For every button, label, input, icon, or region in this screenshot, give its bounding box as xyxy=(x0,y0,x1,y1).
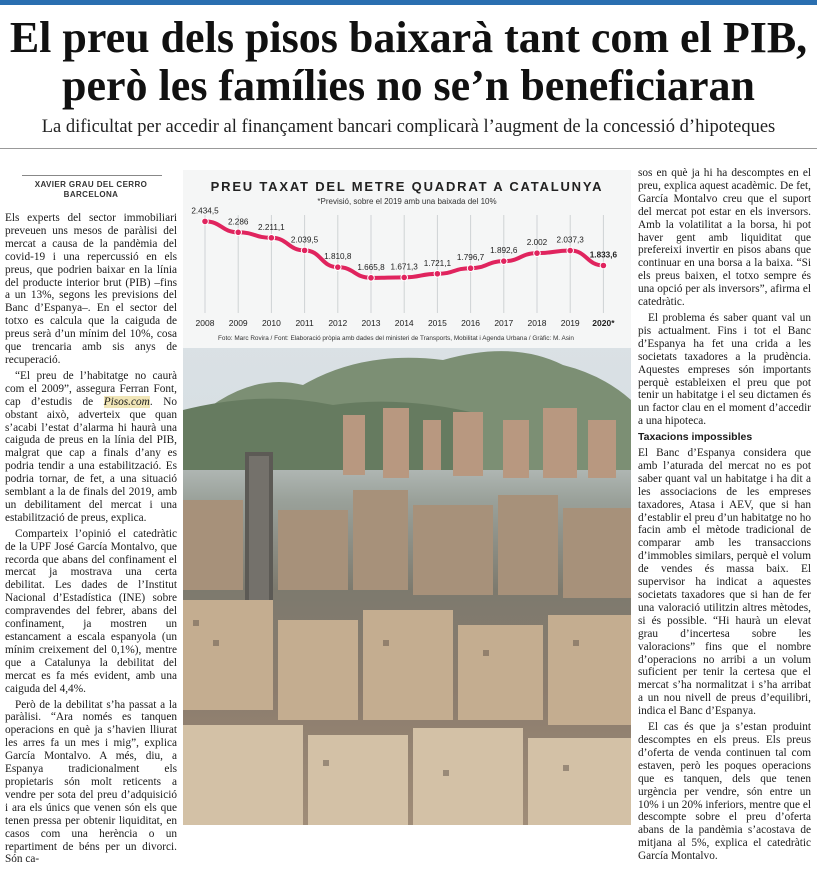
chart xyxy=(183,170,631,348)
paragraph: El Banc d’Espanya considera que amb l’aturada del mercat no es pot saber quant val un habitatge i ha dit a les associacions de les empreses taxadores, Atasa i AEV, que si han d’establir el preu d’un habitatge no ho facin amb el mètode tradicional de comparar amb les transaccions d’immobles similars, perquè el volum de vendes és massa baix. El supervisor ha indicat a aquestes societats taxadores que si han de fer una valoració utilitzin altres mètodes, si és possible. “Hi haurà un elevat grau d’incertesa sobre les valoracions” fins que el nombre d’operacions no arribi a un volum suficient per tenir la certesa que el mercat s’ha normalitzat i s’ha arribat a un nou nivell de preus d’equilibri, indica el Banc d’Espanya. xyxy=(638,447,811,718)
data-point xyxy=(567,247,574,254)
chart-plot xyxy=(183,170,631,335)
city: BARCELONA xyxy=(63,190,119,199)
x-tick-label: 2016 xyxy=(461,318,481,328)
x-tick-label: 2017 xyxy=(494,318,514,328)
data-point xyxy=(600,262,607,269)
x-tick-label: 2018 xyxy=(527,318,547,328)
section-subtitle: Taxacions impossibles xyxy=(638,431,753,444)
data-label: 2.434,5 xyxy=(191,206,219,216)
x-tick-label: 2019 xyxy=(560,318,580,328)
paragraph: Però de la debilitat s’ha passat a la paràlisi. “Ara només es tanquen operacions en què ja s’havien lliurat les arres fa un mes i mig”, explica García Montalvo. A més, diu, a Espanya tradicionalment els propietaris són molt reticents a vendre per sota del preu d’adquisició i ara els únics que venen són els que tenen pressa per obtenir liquiditat, en casos com una herència o un repartiment de béns per un divorci. Són ca- xyxy=(5,698,177,866)
headline xyxy=(0,14,817,110)
quote-end: . No obstant això, adverteix que quan s’acabi l’estat d’alarma hi haurà una caiguda de preus en la línia del PIB, malgrat que cap a finals d’any es podria tendir a una estabilització. Es podria tornar, de fet, a una situació semblant a la de finals del 2019, amb un debilitament del mercat i una estabilització de preus, explica. xyxy=(5,395,177,524)
left-column xyxy=(5,212,177,869)
x-tick-label: 2013 xyxy=(361,318,381,328)
data-label: 1.721,1 xyxy=(423,258,452,268)
data-point xyxy=(202,218,209,225)
x-tick-label: 2010 xyxy=(261,318,281,328)
x-tick-label: 2012 xyxy=(328,318,348,328)
data-label: 1.796,7 xyxy=(456,253,485,263)
highlight-link[interactable]: Pisos.com xyxy=(103,395,150,408)
byline xyxy=(5,180,177,199)
paragraph: sos en què ja hi ha descomptes en el preu, explica aquest acadèmic. De fet, García Montalvo creu que el suport del mercat pot estar en els inversors. Amb la volatilitat a la borsa, hi pot haver gent amb liquiditat que prefereixi invertir en pisos abans que continuar en una borsa a la baixa. “Si els preus baixen, el totxo sempre és una opció per als inversors”, afirma el catedràtic. xyxy=(638,167,811,309)
data-point xyxy=(434,270,441,277)
byline-rule xyxy=(22,175,162,176)
quote-paragraph xyxy=(5,370,177,525)
data-point xyxy=(335,264,342,271)
paragraph: El problema és saber quant val un pis actualment. Fins i tot el Banc d’Espanya ha fet una crida a les societats taxadores a la prudència. Aquestes empreses són importants perquè estableixen el preu que pot tenir un habitatge i el seu dictamen és un factor clau en el moment d’accedir a una hipoteca. xyxy=(638,311,811,428)
x-tick-label: 2008 xyxy=(195,318,215,328)
data-label: 1.833,6 xyxy=(589,250,618,260)
header-rule xyxy=(0,148,817,149)
data-label: 1.892,6 xyxy=(490,246,518,256)
chart-title: PREU TAXAT DEL METRE QUADRAT A CATALUNYA xyxy=(210,179,604,194)
paragraph: Comparteix l’opinió el catedràtic de la UPF José García Montalvo, que recorda que abans del confinament el mercat ja mostrava una certa debilitat. Les dades de l’Institut Nacional d’Estadística (INE) sobre compravendes del febrer, abans del confinament, ja mostren un estancament a escala espanyola (un mínim creixement del 0,1%), mentre que a Catalunya la debilitat del mercat es fa més evident, amb una caiguda del 4,4%. xyxy=(5,527,177,695)
paragraph: El cas és que ja s’estan produint descomptes en els preus. Els preus d’oferta de venda continuen tal com estaven, però les poques operacions que es tanquen, dels que tenen urgència per vendre, són entre un 10% i un 20% inferiors, mentre que el descompte sobre el preu d’oferta abans de la pandèmia s’acostava de mitjana al 5%, explica el catedràtic García Montalvo. xyxy=(638,721,811,863)
data-point xyxy=(235,229,242,236)
data-point xyxy=(368,275,375,282)
data-point xyxy=(301,247,308,254)
top-color-bar xyxy=(0,0,817,5)
data-point xyxy=(467,265,474,272)
x-tick-label: 2014 xyxy=(394,318,414,328)
data-label: 1.810,8 xyxy=(324,252,352,262)
subheadline: La dificultat per accedir al finançament bancari complicarà l’augment de la concessió d’hipoteques xyxy=(41,117,776,137)
x-tick-label: 2011 xyxy=(295,318,314,328)
data-label: 2.286 xyxy=(227,217,249,227)
data-label: 2.211,1 xyxy=(258,222,285,232)
data-label: 2.037,3 xyxy=(556,235,584,245)
data-point xyxy=(501,258,508,265)
data-label: 2.002 xyxy=(526,238,548,248)
chart-source: Foto: Marc Rovira / Font: Elaboració pròpia amb dades del ministeri de Transports, Mobilitat i Agenda Urbana / Gràfic: M. Asin xyxy=(218,335,574,342)
data-label: 1.671,3 xyxy=(390,262,418,272)
x-tick-label: 2020* xyxy=(592,318,615,328)
data-point xyxy=(534,250,541,257)
headline-line-1: El preu dels pisos baixarà tant com el PIB, xyxy=(9,13,808,62)
right-column xyxy=(638,167,811,866)
data-label: 1.665,8 xyxy=(357,262,385,272)
chart-note: *Previsió, sobre el 2019 amb una baixada del 10% xyxy=(317,197,497,206)
data-point xyxy=(268,234,275,241)
x-tick-label: 2009 xyxy=(228,318,248,328)
data-label: 2.039,5 xyxy=(290,235,319,245)
paragraph: Els experts del sector immobiliari preveuen uns mesos de paràlisi del mercat a causa de la pandèmia del covid-19 i una repercussió en els preus, que podrien baixar en la línia del producte interior brut (PIB) –fins a un 13%, segons les previsions del Banc d’Espanya–. En el sector del totxo es calcula que la caiguda de preus serà d’un mínim del 10%, cosa que trencaria amb sis anys de recuperació. xyxy=(5,212,177,366)
x-tick-label: 2015 xyxy=(427,318,447,328)
quote-start: “El preu de l’habitatge no caurà com el 2009”, assegura Ferran Font, cap d’estudis de xyxy=(5,369,177,408)
author: XAVIER GRAU DEL CERRO xyxy=(34,180,148,189)
headline-line-2: però les famílies no se’n beneficiaran xyxy=(62,61,755,110)
data-point xyxy=(401,274,408,281)
